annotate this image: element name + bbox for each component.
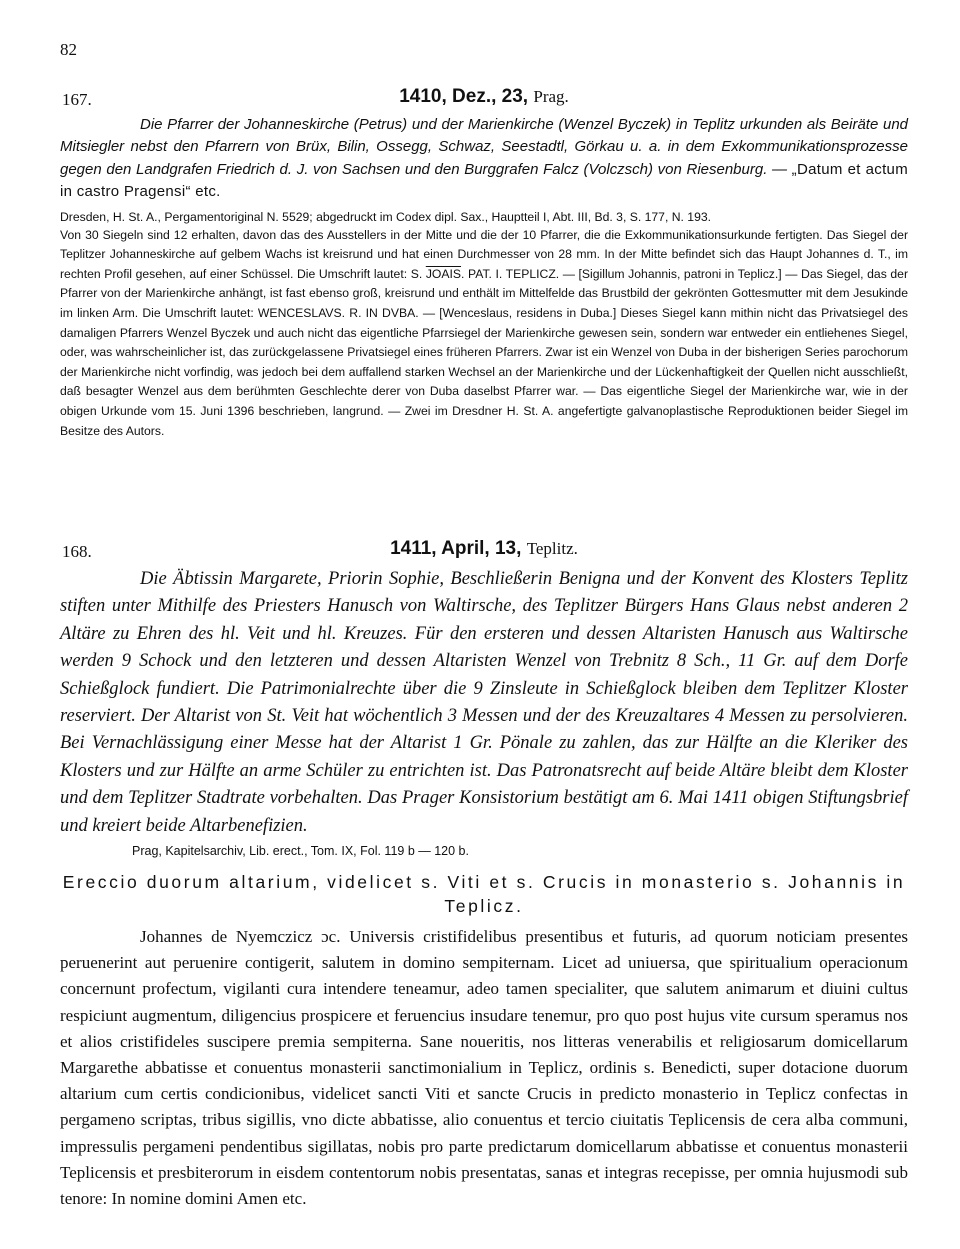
entry-place: Teplitz. <box>526 539 578 558</box>
document-title: Ereccio duorum altarium, videlicet s. Viti et s. Crucis in monasterio s. Johannis in Teplicz. <box>62 872 906 917</box>
entry-date: 1410, Dez., 23, <box>399 86 529 107</box>
entry-header <box>60 538 908 566</box>
commentary-abbreviation: JOAIS <box>425 266 462 281</box>
entry-date-heading <box>60 538 908 560</box>
commentary <box>60 226 908 442</box>
page-number: 82 <box>60 40 77 59</box>
regest <box>60 114 908 204</box>
entry-date-heading <box>60 86 908 108</box>
regest-datum: „Datum et actum in castro Pragensi“ etc. <box>60 160 908 201</box>
source-citation: Dresden, H. St. A., Pergamentoriginal N. 5529; abgedruckt im Codex dipl. Sax., Hauptteil I, Abt. III, Bd. 3, S. 177, N. 193. <box>60 209 712 224</box>
source-citation: Prag, Kapitelsarchiv, Lib. erect., Tom. IX, Fol. 119 b — 120 b. <box>132 844 469 859</box>
entry-place: Prag. <box>533 87 569 106</box>
commentary-text-b: . PAT. I. TEPLICZ. — [Sigillum Johannis, patroni in Teplicz.] — Das Siegel, das der Pfarrer von der Marienkirche anhängt, ist fast ebenso groß, kreisrund und enthält im Mittelfelde das Brustbild der gekrönten Gottesmutter mit dem Jesukinde im linken Arm. Die Umschrift lautet: WENCESLAVS. R. IN DVBA. — [Wenceslaus, residens in Duba.] Dieses Siegel kann mithin nicht das Privatsiegel des damaligen Pfarrers Wenzel Byczek und auch nicht das eigentliche Pfarrsiegel der Marienkirche gewesen sein, sondern war entweder ein entliehenes Siegel, oder, was wahrscheinlicher ist, das zurückgelassene Privatsiegel eines früheren Pfarrers. Zwar ist ein Wenzel von Duba in der bisherigen Series parochorum der Marienkirche nicht vorfindig, was jedoch bei dem auffallend starken Wechsel an der Marienkirche und der Lückenhaftigkeit der Quellen nicht ausschließt, daß besagter Wenzel aus dem berühmten Geschlechte derer von Duba daselbst Pfarrer war. — Das eigentliche Siegel der Marienkirche war, wie in der obigen Urkunde vom 15. Juni 1396 beschrieben, langrund. — Zwei im Dresdner H. St. A. angefertigte galvanoplastische Reproduktionen beider Siegel im Besitze des Autors. <box>60 266 908 438</box>
entry-167 <box>60 86 908 441</box>
regest-main: Die Pfarrer der Johanneskirche (Petrus) und der Marienkirche (Wenzel Byczek) in Teplitz urkunden als Beiräte und Mitsiegler nebst den Pfarrern von Brüx, Bilin, Ossegg, Schwaz, Seestadtl, Görkau u. a. in dem Exkommunikationsprozesse gegen den Landgrafen Friedrich d. J. von Sachsen und den Burggrafen Falcz (Volczsch) von Riesenburg. — <box>60 116 908 178</box>
entry-date: 1411, April, 13, <box>390 538 522 559</box>
entry-number: 167. <box>62 90 92 109</box>
document-text: Johannes de Nyemczicz ɔc. Universis cristifidelibus presentibus et futuris, ad quorum noticiam presentes peruenerint aut peruenire contigerit, salutem in domino sempiternam. Licet ad uniuersa, que spiritualium operacionum concernunt profectum, vigilanti cura intendere teneamur, adeo tamen specialiter, que salutem animarum et diuini cultus respiciunt augmentum, diligencius prospicere et feruencius insudare tenemur, pro quo post hujus vite cursum speramus nos et alios cristifideles suscipere premia sempiterna. Sane noueritis, nos litteras venerabilis et religiosarum domicellarum Margarethe abbatisse et conuentus monasterii sanctimonialium in Teplicz, ordinis s. Benedicti, super dotacione duorum altarium cum certis condicionibus, videlicet sancti Viti et sancte Crucis in predicto monasterio in Teplicz confectas in pergameno scriptas, tribus sigillis, vno dicte abbatisse, alio conuentus et tercio ciuitatis Teplicensis de cera alba communi, impressulis pergameni pendentibus sigillatas, nobis pro parte predictarum domicellarum abbatisse et conuentus monasterii Teplicensis et presbiterorum in eisdem contentorum nobis presentatas, sanas et integras recepisse, per omnia hujusmodi sub tenore: In nomine domini Amen etc. <box>60 927 908 1209</box>
entry-168 <box>60 538 908 1212</box>
regest: Die Äbtissin Margarete, Priorin Sophie, Beschließerin Benigna und der Konvent des Klosters Teplitz stiften unter Mithilfe des Priesters Hanusch von Waltirsche, des Teplitzer Bürgers Hans Glaus nebst anderen 2 Altäre zu Ehren des hl. Veit und hl. Kreuzes. Für den ersteren und dessen Altaristen Hanusch aus Waltirsche werden 9 Schock und den letzteren und dessen Altaristen Wenzel von Trebnitz 8 Sch., 11 Gr. auf dem Dorfe Schießglock fundiert. Die Patrimonialrechte über die 9 Zinsleute in Schießglock bleiben dem Teplitzer Kloster reserviert. Der Altarist von St. Veit hat wöchentlich 3 Messen und der des Kreuzaltares 4 Messen zu persolvieren. Bei Vernachlässigung einer Messe hat der Altarist 1 Gr. Pönale zu zahlen, das zur Hälfte an die Kleriker des Klosters und zur Hälfte an arme Schüler zu entrichten ist. Das Patronatsrecht auf beide Altäre bleibt dem Kloster und dem Teplitzer Stadtrate vorbehalten. Das Prager Konsistorium bestätigt am 6. Mai 1411 obigen Stiftungsbrief und kreiert beide Altarbenefizien. <box>60 569 908 836</box>
entry-number: 168. <box>62 542 92 561</box>
commentary-text-a: Von 30 Siegeln sind 12 erhalten, davon das des Ausstellers in der Mitte und die der 10 Pfarrer, die die Exkommunikationsurkunde fertigten. Das Siegel der Teplitzer Johanneskirche auf gelbem Wachs ist kreisrund und hat einen Durchmesser von 28 mm. In der Mitte befindet sich das Haupt Johannes d. T., im rechten Profil gesehen, auf einer Schüssel. Die Umschrift lautet: S. <box>60 227 908 281</box>
entry-header <box>60 86 908 114</box>
